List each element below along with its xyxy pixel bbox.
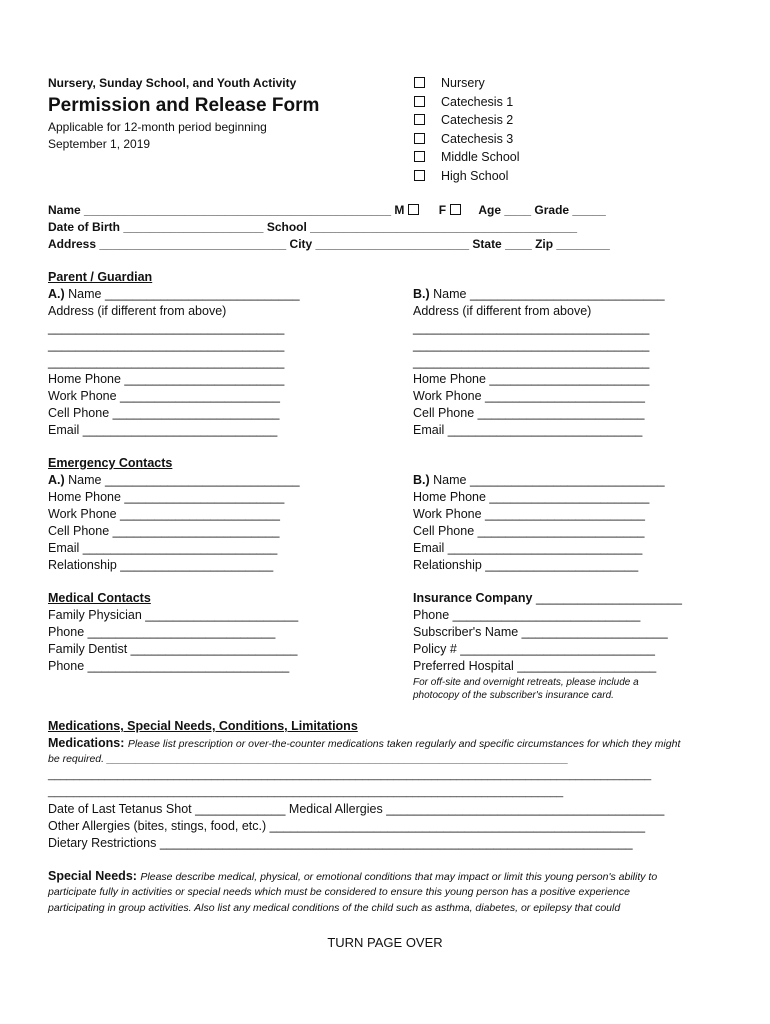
applicable-line-2: September 1, 2019	[48, 137, 151, 151]
parent-a-address-label: Address (if different from above)	[48, 304, 227, 318]
program-catechesis-1[interactable]: Catechesis 1	[414, 93, 513, 112]
preferred-hospital-field[interactable]: Preferred Hospital ____________________	[413, 659, 657, 673]
program-catechesis-2[interactable]: Catechesis 2	[414, 111, 513, 130]
policy-number-field[interactable]: Policy # ____________________________	[413, 642, 655, 656]
parent-b-address-line[interactable]: __________________________________	[413, 321, 650, 335]
medications-instruction-line-1: Medications: Please list prescription or over-the-counter medications taken regularly and specific circumstances for which they might	[48, 736, 681, 750]
emergency-b-name[interactable]: B.) Name ____________________________	[413, 473, 665, 487]
male-checkbox[interactable]	[408, 204, 419, 215]
medications-blank-line[interactable]: __________________________________________________________________________________	[48, 786, 564, 798]
program-middle-school[interactable]: Middle School	[414, 148, 520, 167]
parent-a-cell-phone[interactable]: Cell Phone ________________________	[48, 406, 280, 420]
emergency-b-relationship[interactable]: Relationship ______________________	[413, 558, 639, 572]
medications-blank-line[interactable]: ________________________________________________________________________________________________	[48, 769, 652, 781]
program-high-school[interactable]: High School	[414, 167, 508, 186]
medications-instruction-line-2[interactable]: be required. _______________________________________________________________________________	[48, 753, 569, 765]
emergency-a-cell-phone[interactable]: Cell Phone ________________________	[48, 524, 280, 538]
emergency-b-email[interactable]: Email ____________________________	[413, 541, 643, 555]
insurance-phone-field[interactable]: Phone ___________________________	[413, 608, 641, 622]
family-dentist-field[interactable]: Family Dentist ________________________	[48, 642, 298, 656]
dob-school-field[interactable]: Date of Birth _____________________ School ________________________________________	[48, 220, 578, 234]
special-needs-line-3: participating in group activities. Also list any medical conditions of the child such as asthma, diabetes, or epilepsy that could	[48, 902, 621, 914]
parent-a-address-line[interactable]: __________________________________	[48, 338, 285, 352]
emergency-heading: Emergency Contacts	[48, 456, 173, 470]
program-nursery[interactable]: Nursery	[414, 74, 485, 93]
applicable-line-1: Applicable for 12-month period beginning	[48, 120, 267, 134]
parent-a-email[interactable]: Email ____________________________	[48, 423, 278, 437]
checkbox-icon[interactable]	[414, 170, 425, 181]
physician-phone-field[interactable]: Phone ___________________________	[48, 625, 276, 639]
checkbox-icon[interactable]	[414, 96, 425, 107]
age-grade-field[interactable]: Age ____ Grade _____	[478, 203, 606, 217]
parent-a-home-phone[interactable]: Home Phone _______________________	[48, 372, 285, 386]
parent-heading: Parent / Guardian	[48, 270, 153, 284]
medical-heading: Medical Contacts	[48, 591, 151, 605]
tetanus-allergies-field[interactable]: Date of Last Tetanus Shot _____________ Medical Allergies ________________________________________	[48, 802, 665, 816]
insurance-company-field[interactable]: Insurance Company _____________________	[413, 591, 682, 605]
checkbox-icon[interactable]	[414, 77, 425, 88]
other-allergies-field[interactable]: Other Allergies (bites, stings, food, etc.) ______________________________________________________	[48, 819, 646, 833]
parent-a-address-line[interactable]: __________________________________	[48, 321, 285, 335]
special-needs-line-2: participate fully in activities or special needs which must be considered to ensure this young person has a positive experience	[48, 886, 630, 898]
parent-b-work-phone[interactable]: Work Phone _______________________	[413, 389, 645, 403]
parent-b-address-line[interactable]: __________________________________	[413, 338, 650, 352]
medications-heading: Medications, Special Needs, Conditions, Limitations	[48, 719, 358, 733]
emergency-b-cell-phone[interactable]: Cell Phone ________________________	[413, 524, 645, 538]
checkbox-icon[interactable]	[414, 133, 425, 144]
form-title: Permission and Release Form	[48, 95, 320, 116]
emergency-a-home-phone[interactable]: Home Phone _______________________	[48, 490, 285, 504]
dietary-restrictions-field[interactable]: Dietary Restrictions ____________________________________________________________________	[48, 836, 633, 850]
child-name-field[interactable]: Name ______________________________________________ M	[48, 203, 405, 217]
female-label: F	[438, 203, 447, 217]
dentist-phone-field[interactable]: Phone _____________________________	[48, 659, 290, 673]
parent-b-home-phone[interactable]: Home Phone _______________________	[413, 372, 650, 386]
parent-b-name[interactable]: B.) Name ____________________________	[413, 287, 665, 301]
subscriber-name-field[interactable]: Subscriber's Name _____________________	[413, 625, 668, 639]
parent-b-address-line[interactable]: __________________________________	[413, 355, 650, 369]
emergency-a-name[interactable]: A.) Name ____________________________	[48, 473, 300, 487]
emergency-b-work-phone[interactable]: Work Phone _______________________	[413, 507, 645, 521]
parent-a-address-line[interactable]: __________________________________	[48, 355, 285, 369]
emergency-a-work-phone[interactable]: Work Phone _______________________	[48, 507, 280, 521]
emergency-a-email[interactable]: Email ____________________________	[48, 541, 278, 555]
insurance-note-line-1: For off-site and overnight retreats, please include a	[413, 677, 639, 688]
emergency-a-relationship[interactable]: Relationship ______________________	[48, 558, 274, 572]
child-name-row	[48, 202, 606, 219]
emergency-b-home-phone[interactable]: Home Phone _______________________	[413, 490, 650, 504]
checkbox-icon[interactable]	[414, 151, 425, 162]
parent-b-address-label: Address (if different from above)	[413, 304, 592, 318]
parent-b-email[interactable]: Email ____________________________	[413, 423, 643, 437]
address-city-field[interactable]: Address ____________________________ City _______________________ State ____ Zip ________	[48, 237, 610, 251]
parent-a-work-phone[interactable]: Work Phone _______________________	[48, 389, 280, 403]
insurance-note-line-2: photocopy of the subscriber's insurance card.	[413, 690, 614, 701]
parent-b-cell-phone[interactable]: Cell Phone ________________________	[413, 406, 645, 420]
checkbox-icon[interactable]	[414, 114, 425, 125]
turn-page-over: TURN PAGE OVER	[327, 935, 443, 950]
program-catechesis-3[interactable]: Catechesis 3	[414, 130, 513, 149]
form-subtitle: Nursery, Sunday School, and Youth Activity	[48, 76, 297, 90]
parent-a-name[interactable]: A.) Name ____________________________	[48, 287, 300, 301]
family-physician-field[interactable]: Family Physician ______________________	[48, 608, 299, 622]
female-checkbox[interactable]	[450, 204, 461, 215]
special-needs-line-1: Special Needs: Please describe medical, physical, or emotional conditions that may impact or limit this young person's ability to	[48, 869, 658, 883]
